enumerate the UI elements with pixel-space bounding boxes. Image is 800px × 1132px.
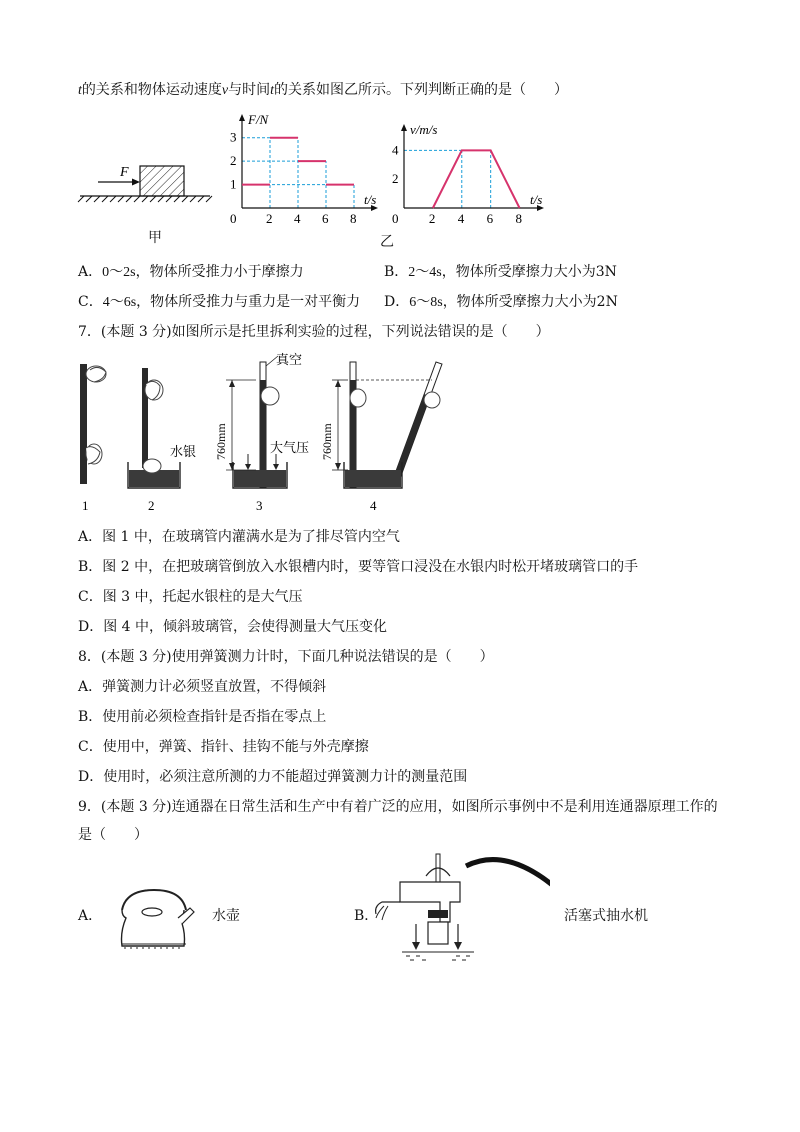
vacuum-label: 真空 — [276, 353, 303, 368]
force-time-chart — [226, 108, 386, 228]
stem-text: 的关系如图乙所示。下列判断正确的是（ ） — [274, 82, 568, 98]
x-tick-label: 6 — [322, 211, 329, 226]
y-axis-label: v/m/s — [410, 122, 438, 137]
x-tick-label: 4 — [457, 211, 465, 226]
y-axis-arrow — [401, 124, 407, 131]
figure-jia-label: 甲 — [148, 230, 162, 246]
q9-option-a-letter[interactable]: A． — [78, 908, 103, 924]
panel-1-number: 1 — [82, 498, 89, 513]
q9-stem-line1: 9．(本题 3 分)连通器在日常生活和生产中有着广泛的应用，如图所示事例中不是利用连通器原理工作的 — [78, 799, 718, 815]
velocity-time-chart — [386, 108, 558, 228]
figure-jia-block — [70, 150, 220, 250]
block — [140, 166, 184, 196]
option-letter: B． — [384, 264, 409, 280]
option-text: ，物体所受推力与重力是一对平衡力 — [136, 294, 361, 310]
stem-text: 与时间 — [228, 82, 271, 98]
panel-3-number: 3 — [256, 498, 263, 513]
y-tick-label: 4 — [392, 142, 399, 158]
q7-option-a[interactable]: A．图 1 中，在玻璃管内灌满水是为了排尽管内空气 — [78, 529, 400, 545]
figure-yi-label: 乙 — [380, 234, 394, 250]
y-axis-arrow — [239, 114, 245, 121]
var-v: v — [221, 83, 229, 98]
q9-option-b-letter[interactable]: B． — [354, 908, 379, 924]
x-tick-label: 6 — [486, 211, 494, 226]
q8-stem: 8．(本题 3 分)使用弹簧测力计时，下面几种说法错误的是（ ） — [78, 649, 494, 665]
q6-option-b[interactable] — [384, 262, 617, 283]
y-tick-label: 3 — [230, 129, 237, 145]
x-tick-label: 2 — [266, 211, 273, 226]
force-label: F — [120, 165, 129, 180]
x-tick-label: 0 — [392, 211, 399, 226]
q8-option-c[interactable]: C．使用中，弹簧、指针、挂钩不能与外壳摩擦 — [78, 739, 369, 755]
time-range: 6～8s — [409, 295, 443, 310]
option-letter: C． — [78, 294, 103, 310]
option-text: ，物体所受推力小于摩擦力 — [135, 264, 304, 280]
velocity-line — [433, 150, 520, 208]
height-label: 760mm — [320, 423, 334, 460]
x-axis-label: t/s — [364, 192, 377, 207]
y-tick-label: 2 — [392, 171, 399, 187]
x-tick-label: 4 — [294, 211, 301, 226]
y-tick-label: 1 — [230, 176, 237, 192]
var-t: t — [270, 83, 274, 98]
q9-stem-line2: 是（ ） — [78, 827, 148, 843]
height-label: 760mm — [214, 423, 228, 460]
q7-option-c[interactable]: C．图 3 中，托起水银柱的是大气压 — [78, 589, 303, 605]
panel-1 — [80, 364, 106, 513]
panel-4 — [320, 362, 442, 513]
q9-option-a-label: 水壶 — [212, 908, 240, 924]
atmospheric-pressure-label: 大气压 — [270, 441, 310, 456]
time-range: 4～6s — [102, 295, 137, 310]
q8-option-b[interactable]: B．使用前必须检查指针是否指在零点上 — [78, 709, 327, 725]
option-text: ，物体所受摩擦力大小为3N — [441, 264, 617, 280]
panel-3 — [214, 352, 309, 513]
piston-pump-icon — [370, 846, 550, 972]
time-range: 0～2s — [102, 265, 136, 280]
q9-option-b-label: 活塞式抽水机 — [564, 908, 648, 924]
x-tick-label: 8 — [350, 211, 357, 226]
q7-option-b[interactable]: B．图 2 中，在把玻璃管倒放入水银槽内时，要等管口浸没在水银内时松开堵玻璃管口的手 — [78, 559, 639, 575]
var-t: t — [78, 83, 82, 98]
torricelli-experiment-figure — [70, 350, 470, 520]
option-text: ，物体所受摩擦力大小为2N — [442, 294, 618, 310]
q8-option-d[interactable]: D．使用时，必须注意所测的力不能超过弹簧测力计的测量范围 — [78, 769, 468, 785]
panel-4-number: 4 — [370, 498, 377, 513]
time-range: 2～4s — [408, 265, 442, 280]
option-letter: D． — [384, 294, 410, 310]
q6-option-a[interactable] — [78, 262, 304, 283]
panel-2 — [128, 368, 196, 513]
panel-2-number: 2 — [148, 498, 155, 513]
q6-option-c[interactable] — [78, 292, 360, 313]
y-axis-label: F/N — [248, 112, 269, 127]
stem-text: 的关系和物体运动速度 — [81, 82, 222, 98]
x-tick-label: 2 — [428, 211, 436, 226]
q8-option-a[interactable]: A．弹簧测力计必须竖直放置，不得倾斜 — [78, 679, 327, 695]
x-tick-label: 0 — [230, 211, 237, 226]
kettle-icon — [108, 886, 208, 956]
q6-option-d[interactable] — [384, 292, 618, 313]
option-letter: A． — [78, 264, 103, 280]
mercury-label: 水银 — [170, 445, 197, 460]
q7-option-d[interactable]: D．图 4 中，倾斜玻璃管，会使得测量大气压变化 — [78, 619, 388, 635]
x-tick-label: 8 — [515, 211, 523, 226]
q7-stem: 7．(本题 3 分)如图所示是托里拆利实验的过程，下列说法错误的是（ ） — [78, 324, 550, 340]
question6-stem-tail — [78, 80, 568, 101]
x-axis-label: t/s — [530, 192, 543, 207]
y-tick-label: 2 — [230, 153, 237, 169]
